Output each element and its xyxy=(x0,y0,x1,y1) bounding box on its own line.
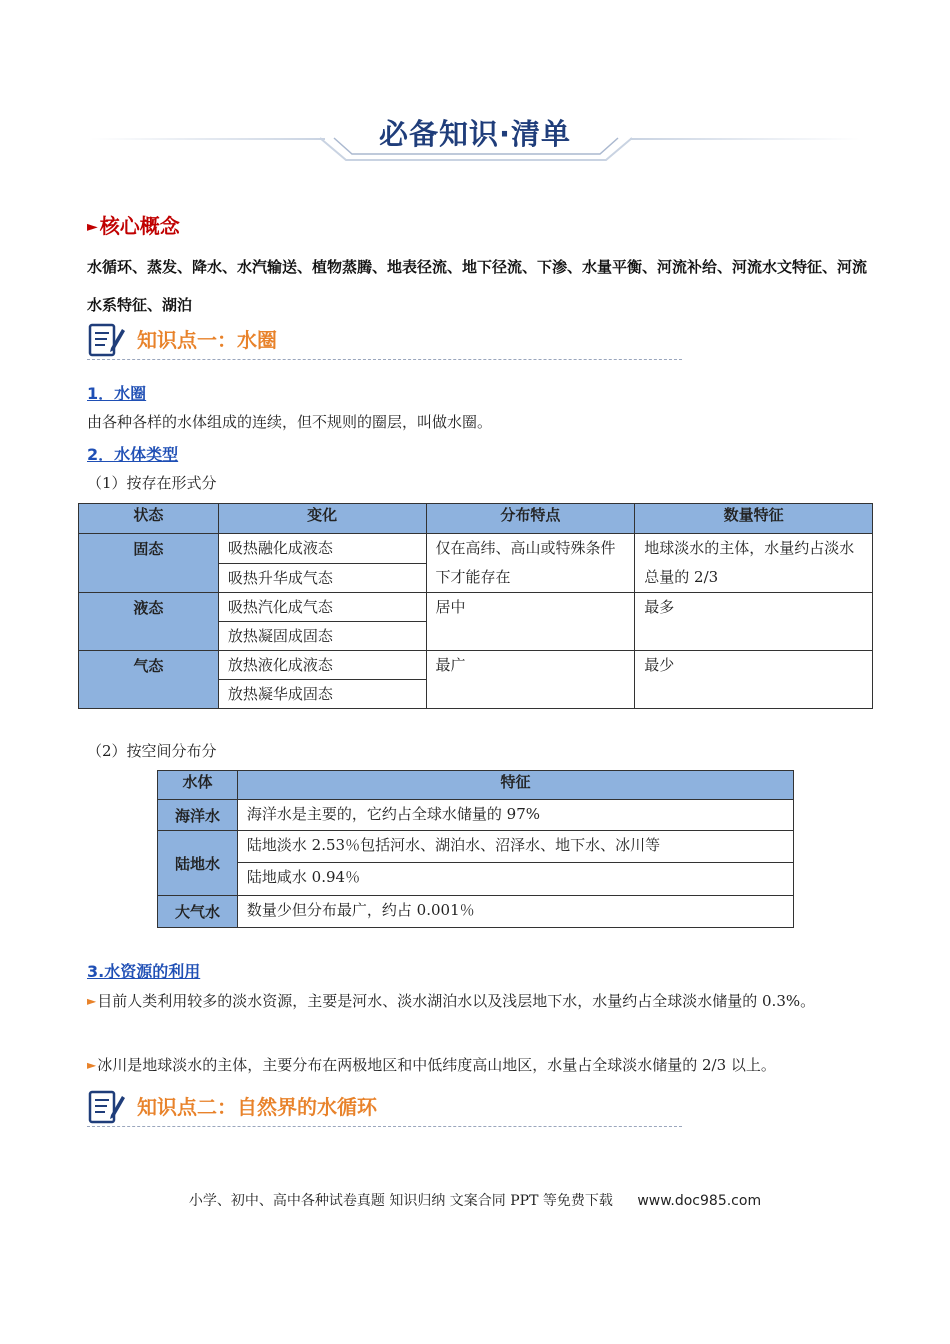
header-quantity: 数量特征 xyxy=(635,504,873,534)
water-atmosphere: 大气水 xyxy=(158,896,238,928)
core-concept-text: 水循环、蒸发、降水、水汽输送、植物蒸腾、地表径流、地下径流、下渗、水量平衡、河流补给、河流水文特征、河流水系特征、湖泊 xyxy=(87,258,868,314)
section-1-label: 知识点一：水圈 xyxy=(137,328,277,352)
land-feature-fresh: 陆地淡水 2.53％包括河水、湖泊水、沼泽水、地下水、冰川等 xyxy=(237,831,793,863)
header-water-body: 水体 xyxy=(158,771,238,800)
table-row xyxy=(158,800,794,831)
header-distribution: 分布特点 xyxy=(426,504,635,534)
table-row xyxy=(79,534,873,564)
bullet-freshwater-use: ►目前人类利用较多的淡水资源，主要是河水、淡水湖泊水以及浅层地下水，水量约占全球淡水储量的 0.3%。 xyxy=(87,992,816,1010)
triangle-bullet-icon: ► xyxy=(87,219,98,235)
header-change: 变化 xyxy=(218,504,426,534)
subheading-water-types: 2．水体类型 xyxy=(87,445,179,464)
hydrosphere-definition: 由各种各样的水体组成的连续，但不规则的圈层，叫做水圈。 xyxy=(87,413,493,431)
gas-change-2: 放热凝华成固态 xyxy=(218,680,426,709)
table-header-row xyxy=(158,771,794,800)
section-1-divider xyxy=(87,359,682,360)
ocean-feature: 海洋水是主要的，它约占全球水储量的 97% xyxy=(237,800,793,831)
bullet-glacier: ►冰川是地球淡水的主体，主要分布在两极地区和中低纬度高山地区，水量占全球淡水储量的 2/3 以上。 xyxy=(87,1056,776,1074)
footer xyxy=(0,1190,950,1210)
subheading-hydrosphere: 1．水圈 xyxy=(87,384,147,403)
triangle-bullet-icon: ► xyxy=(87,1058,97,1072)
state-liquid: 液态 xyxy=(79,593,219,651)
section-2-divider xyxy=(87,1126,682,1127)
table-water-bodies xyxy=(157,770,794,928)
notepad-pencil-icon xyxy=(87,1087,125,1125)
table-row xyxy=(79,593,873,622)
solid-change-1: 吸热融化成液态 xyxy=(218,534,426,564)
table-row xyxy=(158,896,794,928)
solid-distribution: 仅在高纬、高山或特殊条件下才能存在 xyxy=(426,534,635,593)
atmosphere-feature: 数量少但分布最广，约占 0.001％ xyxy=(237,896,793,928)
liquid-change-1: 吸热汽化成气态 xyxy=(218,593,426,622)
land-feature-salt: 陆地咸水 0.94％ xyxy=(237,863,793,896)
liquid-change-2: 放热凝固成固态 xyxy=(218,622,426,651)
section-heading-1 xyxy=(87,320,682,360)
gas-quantity: 最少 xyxy=(635,651,873,709)
section-2-label: 知识点二：自然界的水循环 xyxy=(137,1095,377,1119)
subheading-water-use: 3.水资源的利用 xyxy=(87,962,201,981)
state-gas: 气态 xyxy=(79,651,219,709)
banner-title: 必备知识·清单 xyxy=(378,117,572,151)
state-solid: 固态 xyxy=(79,534,219,593)
table-water-states xyxy=(78,503,873,709)
core-concept-title: ► 核心概念 xyxy=(87,214,180,238)
subheading-by-form: （1）按存在形式分 xyxy=(87,474,217,492)
gas-change-1: 放热液化成液态 xyxy=(218,651,426,680)
subheading-by-space: （2）按空间分布分 xyxy=(87,742,217,760)
table-row xyxy=(79,651,873,680)
footer-text: 小学、初中、高中各种试卷真题 知识归纳 文案合同 PPT 等免费下载 xyxy=(188,1193,613,1209)
liquid-distribution: 居中 xyxy=(426,593,635,651)
solid-change-2: 吸热升华成气态 xyxy=(218,563,426,593)
footer-url[interactable]: www.doc985.com xyxy=(637,1193,762,1209)
banner-line-left xyxy=(90,138,325,140)
solid-quantity: 地球淡水的主体，水量约占淡水总量的 2/3 xyxy=(635,534,873,593)
water-ocean: 海洋水 xyxy=(158,800,238,831)
water-land: 陆地水 xyxy=(158,831,238,896)
table-header-row xyxy=(79,504,873,534)
liquid-quantity: 最多 xyxy=(635,593,873,651)
notepad-pencil-icon xyxy=(87,320,125,358)
header-state: 状态 xyxy=(79,504,219,534)
banner-line-right xyxy=(630,138,860,140)
header-feature: 特征 xyxy=(237,771,793,800)
gas-distribution: 最广 xyxy=(426,651,635,709)
triangle-bullet-icon: ► xyxy=(87,994,97,1008)
table-row xyxy=(158,863,794,896)
table-row xyxy=(158,831,794,863)
section-heading-2 xyxy=(87,1087,682,1127)
